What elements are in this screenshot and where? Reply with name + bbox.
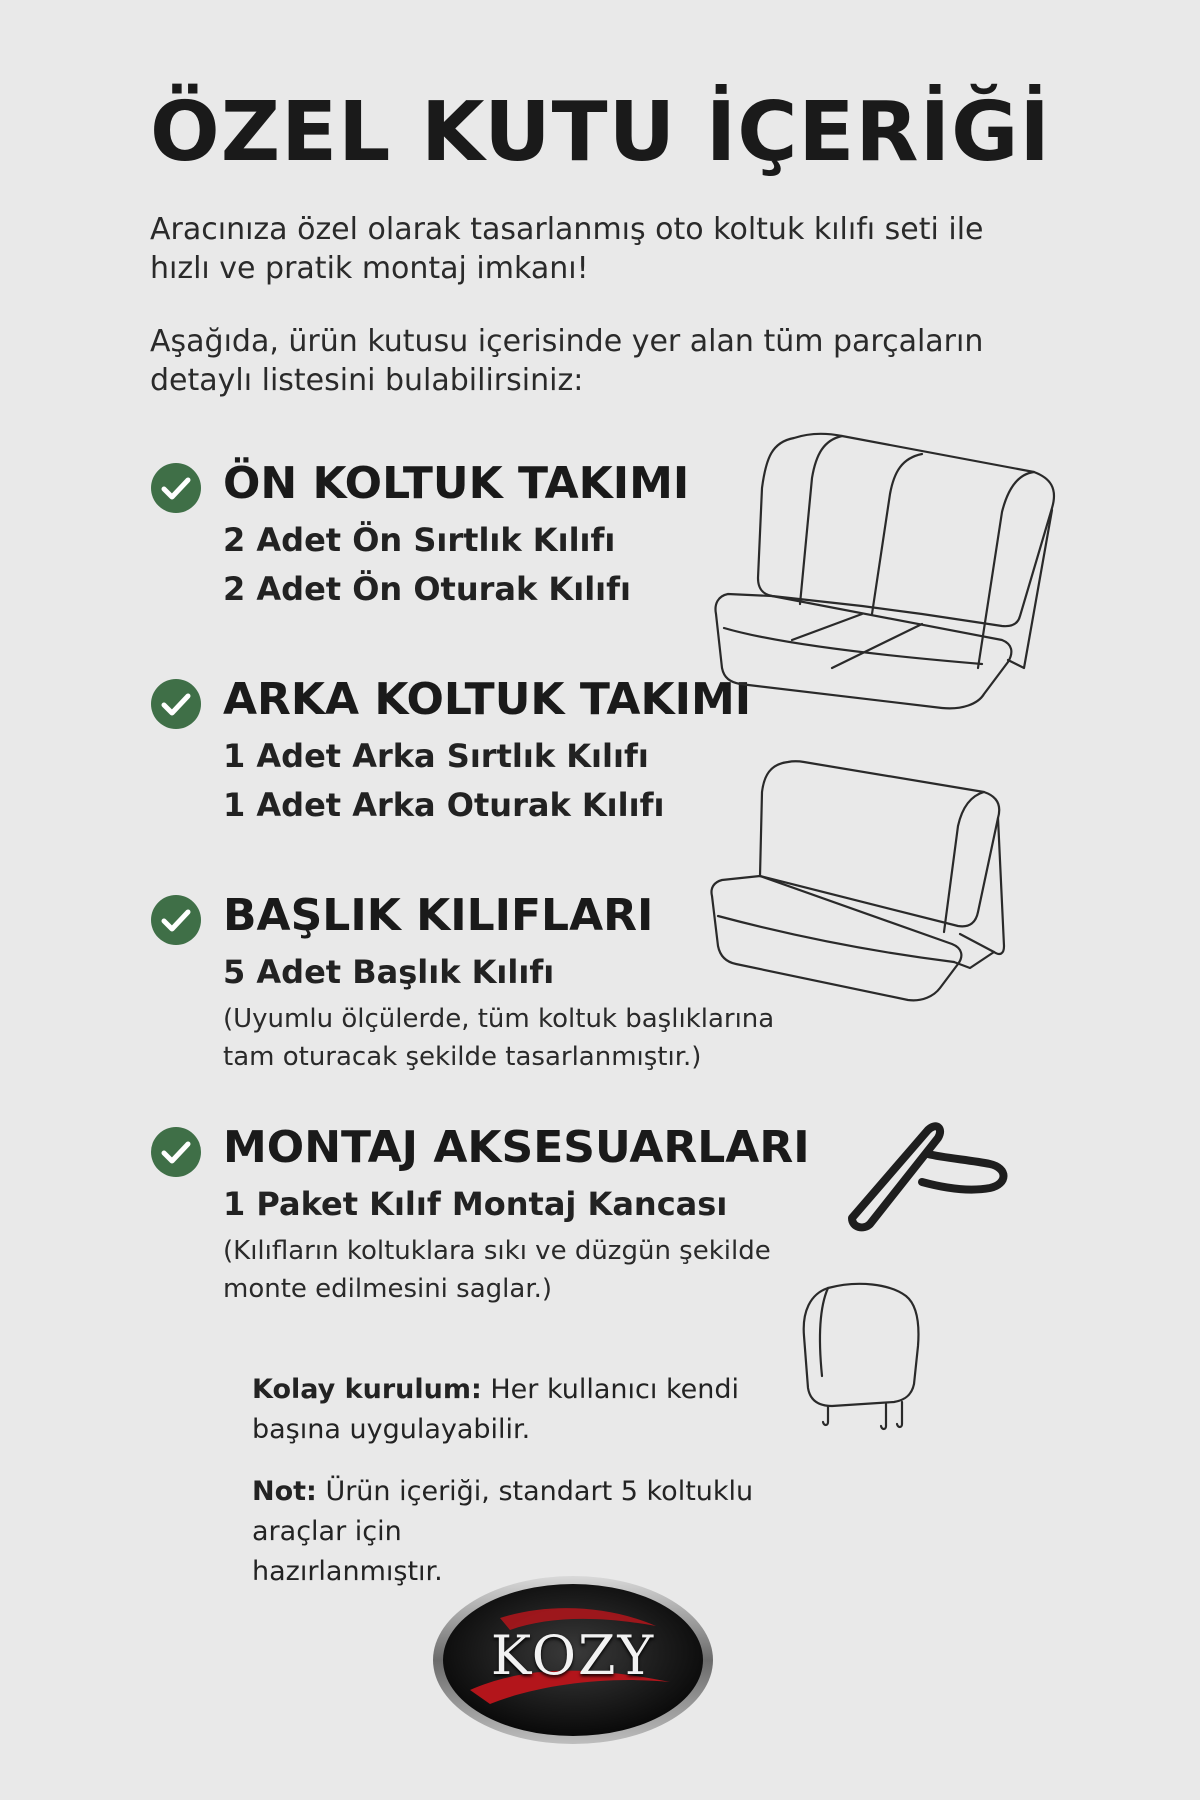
- section-note: tam oturacak şekilde tasarlanmıştır.): [223, 1042, 702, 1072]
- intro-paragraph-1: [150, 210, 1050, 288]
- check-icon: [150, 462, 202, 514]
- intro-line-3: Aşağıda, ürün kutusu içerisinde yer alan tüm parçaların: [150, 324, 984, 359]
- headrest-illustration: [798, 1276, 924, 1438]
- rear-seat-illustration: [708, 756, 1058, 1056]
- section-title: ARKA KOLTUK TAKIMI: [223, 674, 752, 725]
- intro-line-4: detaylı listesini bulabilirsiniz:: [150, 363, 584, 398]
- section-note: monte edilmesini saglar.): [223, 1274, 553, 1304]
- section-note: (Uyumlu ölçülerde, tüm koltuk başlıklarına: [223, 1004, 775, 1034]
- section-item: 1 Adet Arka Sırtlık Kılıfı: [223, 737, 649, 775]
- section-title: ÖN KOLTUK TAKIMI: [223, 458, 690, 509]
- section-note: (Kılıfların koltuklara sıkı ve düzgün şekilde: [223, 1236, 771, 1266]
- section-item: 1 Paket Kılıf Montaj Kancası: [223, 1185, 728, 1223]
- brand-logo: [430, 1572, 716, 1748]
- hook-illustration: [840, 1118, 1010, 1238]
- section-title: BAŞLIK KILIFLARI: [223, 890, 654, 941]
- content-note-text-2: hazırlanmıştır.: [252, 1556, 443, 1587]
- page-title: ÖZEL KUTU İÇERİĞİ: [150, 85, 1051, 180]
- logo-text: KOZY: [490, 1624, 656, 1687]
- check-icon: [150, 1126, 202, 1178]
- section-item: 2 Adet Ön Oturak Kılıfı: [223, 570, 632, 608]
- content-note-label: Not:: [252, 1476, 317, 1507]
- bench-seat-illustration: [712, 428, 1068, 728]
- intro-line-1: Aracınıza özel olarak tasarlanmış oto koltuk kılıfı seti ile: [150, 212, 984, 247]
- section-item: 1 Adet Arka Oturak Kılıfı: [223, 786, 665, 824]
- section-title: MONTAJ AKSESUARLARI: [223, 1122, 810, 1173]
- intro-line-2: hızlı ve pratik montaj imkanı!: [150, 251, 589, 286]
- intro-paragraph-2: [150, 322, 1050, 400]
- easy-install-label: Kolay kurulum:: [252, 1374, 482, 1405]
- easy-install-text: Her kullanıcı kendi: [481, 1374, 739, 1405]
- easy-install-note: [252, 1370, 739, 1450]
- content-note-text: Ürün içeriği, standart 5 koltuklu araçlar için: [252, 1476, 754, 1547]
- easy-install-text-2: başına uygulayabilir.: [252, 1414, 531, 1445]
- section-item: 5 Adet Başlık Kılıfı: [223, 953, 555, 991]
- check-icon: [150, 894, 202, 946]
- check-icon: [150, 678, 202, 730]
- section-item: 2 Adet Ön Sırtlık Kılıfı: [223, 521, 616, 559]
